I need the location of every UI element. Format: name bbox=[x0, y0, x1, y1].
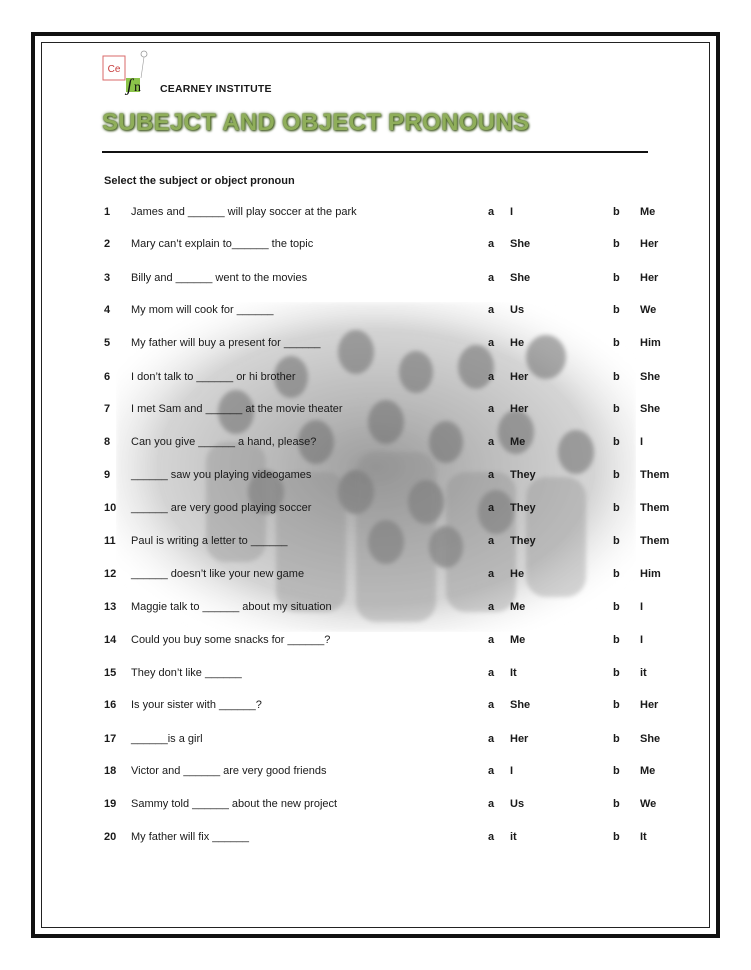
logo-text: Ce bbox=[107, 64, 121, 75]
option-b-answer[interactable]: It bbox=[640, 831, 647, 843]
option-b-label: b bbox=[613, 667, 620, 679]
instructions: Select the subject or object pronoun bbox=[104, 175, 295, 187]
option-a-label: a bbox=[488, 272, 495, 284]
question-sentence: My father will buy a present for ______ bbox=[131, 337, 321, 349]
question-sentence: They don’t like ______ bbox=[131, 667, 242, 679]
question-number: 12 bbox=[104, 568, 117, 580]
option-a-answer[interactable]: They bbox=[510, 535, 536, 547]
option-b-answer[interactable]: I bbox=[640, 634, 644, 646]
option-a-answer[interactable]: Us bbox=[510, 798, 525, 810]
question-number: 8 bbox=[104, 436, 111, 448]
option-b-answer[interactable]: She bbox=[640, 403, 661, 415]
question-sentence: My father will fix ______ bbox=[131, 831, 249, 843]
option-b-label: b bbox=[613, 798, 620, 810]
question-number: 7 bbox=[104, 403, 111, 415]
question-sentence: Mary can’t explain to______ the topic bbox=[131, 238, 314, 250]
option-a-answer[interactable]: They bbox=[510, 502, 536, 514]
option-a-answer[interactable]: She bbox=[510, 272, 531, 284]
option-a-answer[interactable]: He bbox=[510, 337, 525, 349]
question-row bbox=[0, 401, 751, 417]
option-b-answer[interactable]: Her bbox=[640, 699, 659, 711]
option-a-label: a bbox=[488, 634, 495, 646]
option-b-label: b bbox=[613, 206, 620, 218]
option-b-label: b bbox=[613, 831, 620, 843]
option-a-answer[interactable]: Her bbox=[510, 371, 529, 383]
option-b-answer[interactable]: Me bbox=[640, 765, 656, 777]
question-row bbox=[0, 204, 751, 220]
option-b-answer[interactable]: Them bbox=[640, 535, 670, 547]
question-number: 1 bbox=[104, 206, 111, 218]
question-sentence: My mom will cook for ______ bbox=[131, 304, 274, 316]
option-a-answer[interactable]: I bbox=[510, 206, 514, 218]
question-row bbox=[0, 302, 751, 318]
question-sentence: Could you buy some snacks for ______? bbox=[131, 634, 331, 646]
option-a-label: a bbox=[488, 403, 495, 415]
question-row bbox=[0, 796, 751, 812]
option-a-answer[interactable]: I bbox=[510, 765, 514, 777]
option-b-answer[interactable]: Them bbox=[640, 469, 670, 481]
question-number: 6 bbox=[104, 371, 111, 383]
question-number: 9 bbox=[104, 469, 111, 481]
option-b-answer[interactable]: Her bbox=[640, 238, 659, 250]
option-b-answer[interactable]: Him bbox=[640, 337, 661, 349]
option-a-label: a bbox=[488, 238, 495, 250]
option-a-label: a bbox=[488, 436, 495, 448]
svg-text:ʃ: ʃ bbox=[127, 75, 133, 95]
option-b-label: b bbox=[613, 502, 620, 514]
question-row bbox=[0, 467, 751, 483]
option-a-answer[interactable]: Me bbox=[510, 436, 526, 448]
option-a-answer[interactable]: Her bbox=[510, 403, 529, 415]
option-a-answer[interactable]: Me bbox=[510, 601, 526, 613]
question-sentence: I don’t talk to ______ or hi brother bbox=[131, 371, 296, 383]
question-number: 16 bbox=[104, 699, 117, 711]
option-a-label: a bbox=[488, 667, 495, 679]
question-sentence: I met Sam and ______ at the movie theater bbox=[131, 403, 343, 415]
option-b-label: b bbox=[613, 535, 620, 547]
question-sentence: Sammy told ______ about the new project bbox=[131, 798, 338, 810]
question-sentence: Is your sister with ______? bbox=[131, 699, 262, 711]
option-a-label: a bbox=[488, 831, 495, 843]
question-row bbox=[0, 697, 751, 713]
question-row bbox=[0, 270, 751, 286]
question-number: 19 bbox=[104, 798, 117, 810]
option-b-label: b bbox=[613, 371, 620, 383]
option-a-answer[interactable]: Me bbox=[510, 634, 526, 646]
question-number: 13 bbox=[104, 601, 117, 613]
option-b-answer[interactable]: She bbox=[640, 733, 661, 745]
option-b-label: b bbox=[613, 601, 620, 613]
option-b-label: b bbox=[613, 699, 620, 711]
option-a-label: a bbox=[488, 371, 495, 383]
question-number: 5 bbox=[104, 337, 111, 349]
option-a-answer[interactable]: She bbox=[510, 238, 531, 250]
option-b-label: b bbox=[613, 304, 620, 316]
question-number: 14 bbox=[104, 634, 117, 646]
question-number: 10 bbox=[104, 502, 117, 514]
question-sentence: Maggie talk to ______ about my situation bbox=[131, 601, 332, 613]
question-sentence: Paul is writing a letter to ______ bbox=[131, 535, 288, 547]
option-a-label: a bbox=[488, 733, 495, 745]
option-a-label: a bbox=[488, 765, 495, 777]
question-row bbox=[0, 632, 751, 648]
question-row bbox=[0, 763, 751, 779]
option-b-answer[interactable]: it bbox=[640, 667, 647, 679]
question-row bbox=[0, 335, 751, 351]
option-a-label: a bbox=[488, 568, 495, 580]
option-a-label: a bbox=[488, 601, 495, 613]
option-a-answer[interactable]: It bbox=[510, 667, 517, 679]
question-sentence: ______ doesn’t like your new game bbox=[131, 568, 305, 580]
option-b-answer[interactable]: I bbox=[640, 601, 644, 613]
question-number: 17 bbox=[104, 733, 117, 745]
option-a-label: a bbox=[488, 206, 495, 218]
worksheet-title: SUBEJCT AND OBJECT PRONOUNS bbox=[102, 109, 530, 136]
question-sentence: James and ______ will play soccer at the park bbox=[131, 206, 357, 218]
question-row bbox=[0, 731, 751, 747]
option-b-answer[interactable]: We bbox=[640, 304, 657, 316]
option-a-label: a bbox=[488, 502, 495, 514]
question-number: 20 bbox=[104, 831, 117, 843]
option-b-label: b bbox=[613, 733, 620, 745]
svg-text:n: n bbox=[134, 80, 141, 95]
option-b-label: b bbox=[613, 469, 620, 481]
option-b-answer[interactable]: Her bbox=[640, 272, 659, 284]
option-b-answer[interactable]: Him bbox=[640, 568, 661, 580]
institute-name: CEARNEY INSTITUTE bbox=[160, 83, 272, 95]
option-b-label: b bbox=[613, 403, 620, 415]
question-row bbox=[0, 369, 751, 385]
question-row bbox=[0, 236, 751, 252]
question-row bbox=[0, 665, 751, 681]
option-b-label: b bbox=[613, 238, 620, 250]
option-a-label: a bbox=[488, 469, 495, 481]
option-b-label: b bbox=[613, 337, 620, 349]
question-row bbox=[0, 599, 751, 615]
option-a-answer[interactable]: He bbox=[510, 568, 525, 580]
option-a-answer[interactable]: it bbox=[510, 831, 517, 843]
option-a-label: a bbox=[488, 535, 495, 547]
option-b-answer[interactable]: Me bbox=[640, 206, 656, 218]
option-a-label: a bbox=[488, 699, 495, 711]
option-a-label: a bbox=[488, 337, 495, 349]
question-row bbox=[0, 500, 751, 516]
question-number: 18 bbox=[104, 765, 117, 777]
question-sentence: Victor and ______ are very good friends bbox=[131, 765, 327, 777]
option-b-label: b bbox=[613, 765, 620, 777]
question-sentence: ______is a girl bbox=[131, 733, 203, 745]
option-b-answer[interactable]: I bbox=[640, 436, 644, 448]
question-number: 2 bbox=[104, 238, 111, 250]
question-number: 4 bbox=[104, 304, 111, 316]
option-b-label: b bbox=[613, 436, 620, 448]
option-b-answer[interactable]: She bbox=[640, 371, 661, 383]
option-a-label: a bbox=[488, 798, 495, 810]
option-b-answer[interactable]: We bbox=[640, 798, 657, 810]
question-row bbox=[0, 829, 751, 845]
question-number: 11 bbox=[104, 535, 116, 547]
question-row bbox=[0, 566, 751, 582]
option-b-answer[interactable]: Them bbox=[640, 502, 670, 514]
option-a-answer[interactable]: They bbox=[510, 469, 536, 481]
question-sentence: ______ saw you playing videogames bbox=[131, 469, 312, 481]
question-sentence: Can you give ______ a hand, please? bbox=[131, 436, 317, 448]
option-a-answer[interactable]: Us bbox=[510, 304, 525, 316]
question-row bbox=[0, 434, 751, 450]
question-number: 15 bbox=[104, 667, 117, 679]
option-b-label: b bbox=[613, 568, 620, 580]
question-number: 3 bbox=[104, 272, 111, 284]
option-a-label: a bbox=[488, 304, 495, 316]
cearney-logo-icon bbox=[100, 48, 156, 98]
question-sentence: ______ are very good playing soccer bbox=[131, 502, 312, 514]
option-b-label: b bbox=[613, 634, 620, 646]
option-a-answer[interactable]: She bbox=[510, 699, 531, 711]
title-divider bbox=[102, 151, 648, 153]
question-sentence: Billy and ______ went to the movies bbox=[131, 272, 308, 284]
question-row bbox=[0, 533, 751, 549]
option-a-answer[interactable]: Her bbox=[510, 733, 529, 745]
option-b-label: b bbox=[613, 272, 620, 284]
